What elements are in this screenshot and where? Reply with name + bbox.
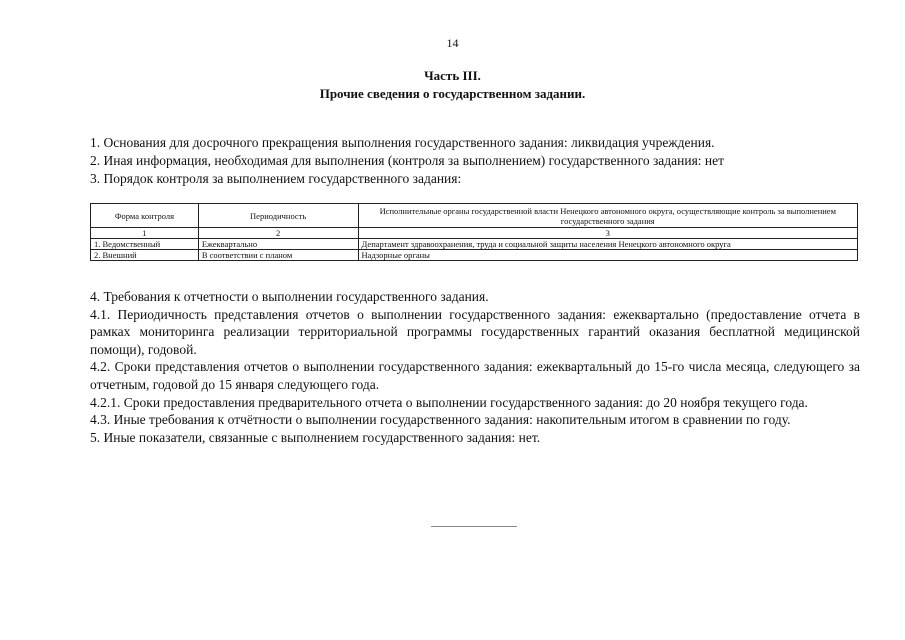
item-3-control-procedure: 3. Порядок контроля за выполнением государственного задания: [90,171,462,186]
table-row [91,239,858,250]
header-executive-bodies: Исполнительные органы государственной власти Ненецкого автономного округа, осуществляющие контроль за выполнением государственного задания [358,204,857,228]
table-cell: Ежеквартально [198,239,358,250]
reporting-requirements-section [90,288,860,446]
table-cell: 2. Внешний [91,250,199,261]
table-number-row [91,228,858,239]
intro-section [90,134,830,188]
control-procedure-table [90,203,858,261]
item-4-1-periodicity: 4.1. Периодичность представления отчетов о выполнении государственного задания: ежеквартально (предоставление отчета в рамках мониторинга реализации территориальной программы государственных гарантий оказания бесплатной медицинской помощи), годовой. [90,306,860,357]
column-number: 3 [358,228,857,239]
page-number: 14 [446,36,459,50]
item-5-other-indicators: 5. Иные показатели, связанные с выполнением государственного задания: нет. [90,429,541,445]
table-cell: В соответствии с планом [198,250,358,261]
item-2-other-info: 2. Иная информация, необходимая для выполнения (контроля за выполнением) государственного задания: нет [90,153,725,168]
item-4-heading: 4. Требования к отчетности о выполнении государственного задания. [90,289,489,304]
part-subtitle: Прочие сведения о государственном задании. [319,86,586,101]
table-row [91,250,858,261]
table-cell: 1. Ведомственный [91,239,199,250]
part-title: Часть III. [424,68,481,83]
table-cell: Департамент здравоохранения, труда и социальной защиты населения Ненецкого автономного округа [358,239,857,250]
end-divider [431,526,517,527]
column-number: 2 [198,228,358,239]
table-cell: Надзорные органы [358,250,857,261]
item-4-2-1-preliminary-report: 4.2.1. Сроки предоставления предварительного отчета о выполнении государственного задания: до 20 ноября текущего года. [90,394,808,410]
header-control-form: Форма контроля [91,204,199,228]
item-1-termination-grounds: 1. Основания для досрочного прекращения выполнения государственного задания: ликвидация учреждения. [90,135,715,150]
column-number: 1 [91,228,199,239]
header-periodicity: Периодичность [198,204,358,228]
item-4-2-deadlines: 4.2. Сроки представления отчетов о выполнении государственного задания: ежеквартальный до 15-го числа месяца, следующего за отчетным, годовой до 15 января следующего года. [90,359,860,392]
table-header-row [91,204,858,228]
item-4-3-other-requirements: 4.3. Иные требования к отчётности о выполнении государственного задания: накопительным итогом в сравнении по году. [90,412,791,428]
